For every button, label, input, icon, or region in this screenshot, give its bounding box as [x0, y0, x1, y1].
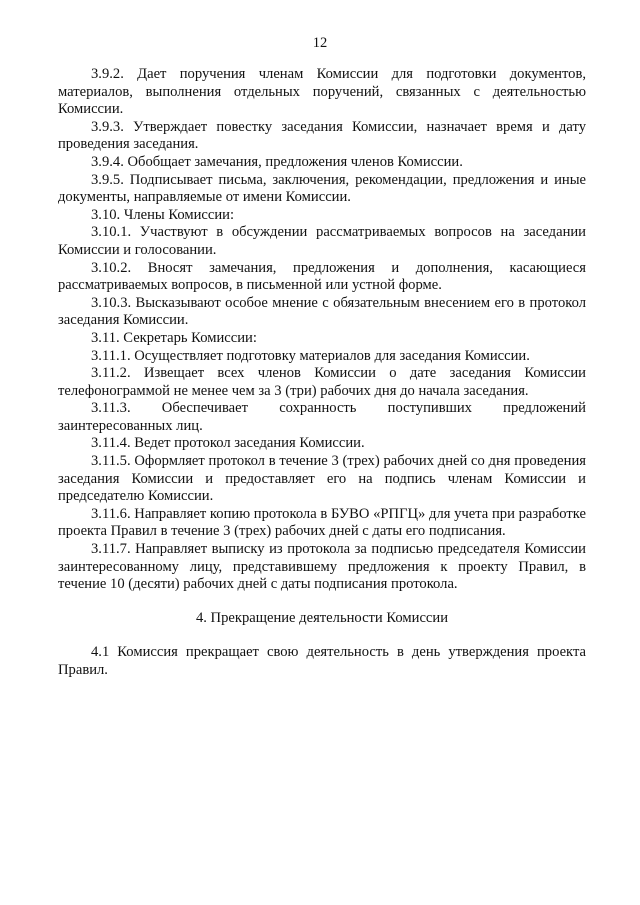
paragraph-3-11-3: 3.11.3. Обеспечивает сохранность поступивших предложений заинтересованных лиц.	[58, 400, 586, 434]
paragraph-3-10-1: 3.10.1. Участвуют в обсуждении рассматриваемых вопросов на заседании Комиссии и голосовании.	[58, 224, 586, 258]
paragraph-3-9-4: 3.9.4. Обобщает замечания, предложения членов Комиссии.	[91, 153, 463, 170]
paragraph-3-11: 3.11. Секретарь Комиссии:	[91, 329, 257, 346]
paragraph-3-11-1: 3.11.1. Осуществляет подготовку материалов для заседания Комиссии.	[91, 347, 530, 364]
paragraph-3-10-2: 3.10.2. Вносят замечания, предложения и дополнения, касающиеся рассматриваемых вопросов, в письменной или устной форме.	[58, 259, 586, 294]
page-number: 12	[312, 35, 328, 51]
paragraph-3-11-7: 3.11.7. Направляет выписку из протокола за подписью председателя Комиссии заинтересованному лицу, представившему предложения к проекту Правил, в течение 10 (десяти) рабочих дней с даты подписания протокола.	[58, 541, 586, 593]
section-heading: 4. Прекращение деятельности Комиссии	[195, 609, 449, 626]
paragraph-3-9-2: 3.9.2. Дает поручения членам Комиссии для подготовки документов, материалов, выполнения отдельных поручений, связанных с деятельностью Комиссии.	[58, 66, 586, 118]
paragraph-3-11-4: 3.11.4. Ведет протокол заседания Комиссии.	[91, 435, 365, 452]
paragraph-3-11-5: 3.11.5. Оформляет протокол в течение 3 (трех) рабочих дней со дня проведения заседания Комиссии и предоставляет его на подпись членам Комиссии и председателю Комиссии.	[58, 453, 586, 505]
paragraph-3-10-3: 3.10.3. Высказывают особое мнение с обязательным внесением его в протокол заседания Комиссии.	[58, 294, 586, 329]
paragraph-3-11-6: 3.11.6. Направляет копию протокола в БУВО «РПГЦ» для учета при разработке проекта Правил в течение 3 (трех) рабочих дней с даты его подписания.	[58, 505, 586, 540]
paragraph-3-9-5: 3.9.5. Подписывает письма, заключения, рекомендации, предложения и иные документы, направляемые от имени Комиссии.	[58, 171, 586, 206]
paragraph-3-10: 3.10. Члены Комиссии:	[91, 206, 235, 223]
document-body	[58, 66, 586, 680]
paragraph-3-9-3: 3.9.3. Утверждает повестку заседания Комиссии, назначает время и дату проведения заседания.	[58, 118, 586, 153]
paragraph-3-11-2: 3.11.2. Извещает всех членов Комиссии о дате заседания Комиссии телефонограммой не менее чем за 3 (три) рабочих дня до начала заседания.	[58, 365, 586, 399]
paragraph-4-1: 4.1 Комиссия прекращает свою деятельность в день утверждения проекта Правил.	[58, 644, 586, 678]
